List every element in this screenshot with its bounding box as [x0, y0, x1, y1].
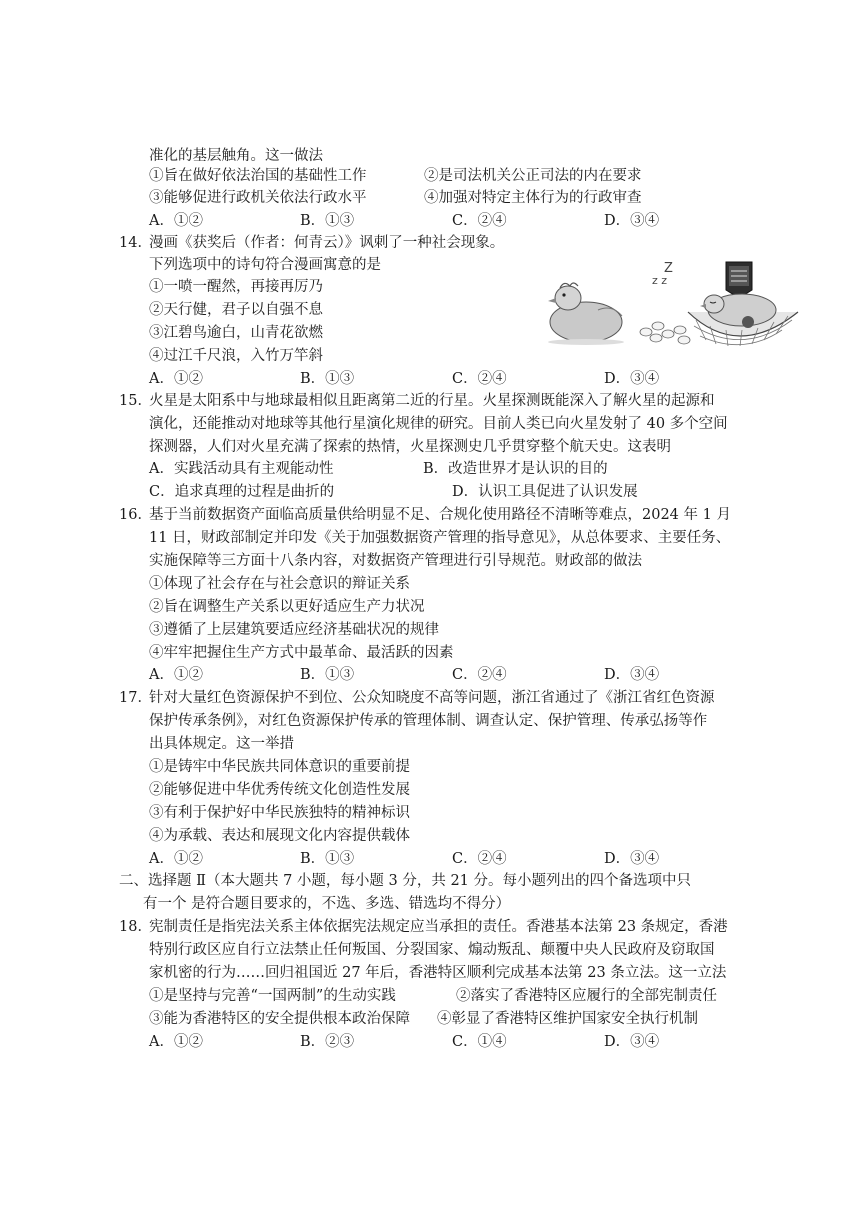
q18-statement-4: ④彰显了香港特区维护国家安全执行机制 — [437, 1011, 698, 1027]
q18-stem-2: 特别行政区应自行立法禁止任何叛国、分裂国家、煽动叛乱、颠覆中央人民政府及窃取国 — [149, 942, 715, 958]
q18-option-d: D．③④ — [604, 1034, 660, 1050]
q17-number: 17． — [119, 690, 152, 706]
q14-option-c: C．②④ — [452, 371, 507, 387]
q17-statement-2: ②能够促进中华优秀传统文化创造性发展 — [149, 782, 410, 798]
q17-stem-3: 出具体规定。这一举措 — [149, 736, 294, 752]
eggs-illustration — [640, 322, 690, 344]
q14-statement-4: ④过江千尺浪，入竹万竿斜 — [149, 348, 323, 364]
q14-statement-2: ②天行健，君子以自强不息 — [149, 302, 323, 318]
q16-stem-3: 实施保障等三方面十八条内容，对数据资产管理进行引导规范。财政部的做法 — [149, 553, 642, 569]
q16-option-d: D．③④ — [604, 667, 660, 683]
q17-option-a: A．①② — [149, 851, 203, 867]
q14-statement-1: ①一喷一醒然，再接再厉乃 — [149, 279, 323, 295]
q13-option-a: A．①② — [149, 213, 203, 229]
q17-stem-1: 针对大量红色资源保护不到位、公众知晓度不高等问题，浙江省通过了《浙江省红色资源 — [149, 690, 715, 706]
q16-statement-3: ③遵循了上层建筑要适应经济基础状况的规律 — [149, 622, 439, 638]
q14-option-d: D．③④ — [604, 371, 660, 387]
q15-stem-1: 火星是太阳系中与地球最相似且距离第二近的行星。火星探测既能深入了解火星的起源和 — [149, 393, 715, 409]
q14-stem-2: 下列选项中的诗句符合漫画寓意的是 — [149, 257, 381, 273]
q13-option-c: C．②④ — [452, 213, 507, 229]
q13-statement-4: ④加强对特定主体行为的行政审查 — [424, 190, 642, 206]
q16-option-a: A．①② — [149, 667, 203, 683]
q15-option-d: D．认识工具促进了认识发展 — [452, 484, 638, 500]
q18-statement-3: ③能为香港特区的安全提供根本政治保障 — [149, 1011, 410, 1027]
q13-option-d: D．③④ — [604, 213, 660, 229]
q14-option-b: B．①③ — [300, 371, 355, 387]
q18-option-a: A．①② — [149, 1034, 203, 1050]
zzz-icon: z z — [652, 274, 668, 287]
hen-left-illustration — [548, 283, 624, 345]
q17-option-c: C．②④ — [452, 851, 507, 867]
q14-statement-3: ③江碧鸟逾白，山青花欲燃 — [149, 325, 323, 341]
q18-stem-3: 家机密的行为……回归祖国近 27 年后，香港特区顺利完成基本法第 23 条立法。这一立法 — [149, 965, 727, 981]
q16-option-b: B．①③ — [300, 667, 355, 683]
q16-statement-1: ①体现了社会存在与社会意识的辩证关系 — [149, 576, 410, 592]
q15-stem-3: 探测器，人们对火星充满了探索的热情，火星探测史几乎贯穿整个航天史。这表明 — [149, 439, 671, 455]
q15-option-a: A．实践活动具有主观能动性 — [149, 461, 334, 477]
q16-statement-2: ②旨在调整生产关系以更好适应生产力状况 — [149, 599, 425, 615]
q16-option-c: C．②④ — [452, 667, 507, 683]
q18-option-c: C．①④ — [452, 1034, 507, 1050]
section-2-heading: 二、选择题 Ⅱ（本大题共 7 小题，每小题 3 分，共 21 分。每小题列出的四个备选项中只 — [119, 873, 692, 889]
svg-text:Z: Z — [664, 261, 673, 276]
q16-number: 16． — [119, 507, 152, 523]
q17-statement-1: ①是铸牢中华民族共同体意识的重要前提 — [149, 759, 410, 775]
q13-option-b: B．①③ — [300, 213, 355, 229]
section-2-instruction: 有一个 是符合题目要求的，不选、多选、错选均不得分） — [143, 896, 511, 912]
q18-statement-1: ①是坚持与完善“一国两制”的生动实践 — [149, 988, 396, 1004]
q15-option-b: B．改造世界才是认识的目的 — [423, 461, 608, 477]
q13-statement-2: ②是司法机关公正司法的内在要求 — [424, 168, 642, 184]
q16-stem-1: 基于当前数据资产面临高质量供给明显不足、合规化使用路径不清晰等难点，2024 年 1 月 — [149, 507, 731, 523]
q17-option-b: B．①③ — [300, 851, 355, 867]
q13-stem-tail: 准化的基层触角。这一做法 — [149, 148, 323, 164]
q13-statement-3: ③能够促进行政机关依法行政水平 — [149, 190, 367, 206]
q14-number: 14． — [119, 235, 152, 251]
cartoon-image — [538, 260, 808, 350]
q17-stem-2: 保护传承条例》，对红色资源保护传承的管理体制、调查认定、保护管理、传承弘扬等作 — [149, 713, 708, 729]
q16-statement-4: ④牢牢把握住生产方式中最革命、最活跃的因素 — [149, 645, 454, 661]
q17-statement-3: ③有利于保护好中华民族独特的精神标识 — [149, 805, 410, 821]
q18-option-b: B．②③ — [300, 1034, 355, 1050]
q15-number: 15． — [119, 393, 152, 409]
q15-option-c: C．追求真理的过程是曲折的 — [149, 484, 335, 500]
q18-number: 18． — [119, 919, 152, 935]
q17-option-d: D．③④ — [604, 851, 660, 867]
q14-option-a: A．①② — [149, 371, 203, 387]
q18-stem-1: 宪制责任是指宪法关系主体依据宪法规定应当承担的责任。香港基本法第 23 条规定，香港 — [149, 919, 728, 935]
award-plaque-icon — [726, 262, 752, 298]
q16-stem-2: 11 日，财政部制定并印发《关于加强数据资产管理的指导意见》，从总体要求、主要任务、 — [149, 530, 731, 546]
q18-statement-2: ②落实了香港特区应履行的全部宪制责任 — [456, 988, 717, 1004]
q13-statement-1: ①旨在做好依法治国的基础性工作 — [149, 168, 367, 184]
q15-stem-2: 演化，还能推动对地球等其他行星演化规律的研究。目前人类已向火星发射了 40 多个空间 — [149, 416, 728, 432]
q17-statement-4: ④为承载、表达和展现文化内容提供载体 — [149, 828, 410, 844]
q14-stem-1: 漫画《获奖后（作者：何青云）》讽刺了一种社会现象。 — [149, 235, 505, 251]
